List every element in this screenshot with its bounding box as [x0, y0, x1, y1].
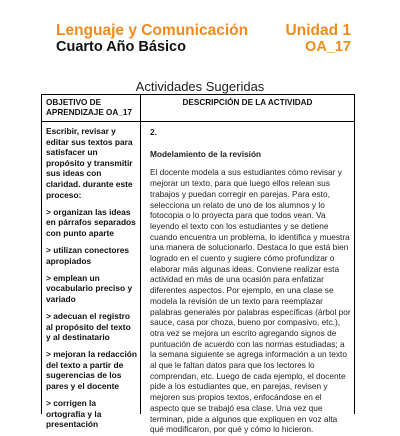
activity-cell [150, 127, 351, 435]
objective-item: > organizan las ideas en párrafos separados con punto aparte [46, 206, 136, 238]
grade-level: Cuarto Año Básico [56, 39, 186, 55]
activities-table [41, 94, 355, 435]
activity-title: Modelamiento de la revisión [150, 148, 262, 159]
activity-description: El docente modela a sus estudiantes cómo revisar y mejorar un texto, para que luego ellos relean sus trabajos y puedan corregir en parejas. Para esto, selecciona un relato de uno de los alumnos y lo fotocopia o lo proyecta para que todos vean. Va leyendo el texto con los estudiantes y se detiene cuando encuentra un problema, lo identifica y muestra una manera de solucionarlo. Destaca lo que está bien logrado en el cuento y sugiere cómo profundizar o elaborar más algunas ideas. Conviene realizar esta actividad en más de una ocasión para enfatizar diferentes aspectos. Por ejemplo, en una clase se modela la revisión de un texto para reemplazar palabras generales por palabras específicas (árbol por sauce, casa por choza, bueno por compasivo, etc.), otra vez se mejora un escrito agregando signos de puntuación de acuerdo con las normas estudiadas; a la semana siguiente se agrega información a un texto al que le faltan datos para que los lectores lo comprendan, etc. Luego de cada ejemplo, el docente pide a los estudiantes que, en parejas, revisen y mejoren sus propios textos, enfocándose en el aspecto que se trabajó esa clase. Una vez que terminan, pide a algunos que expliquen en voz alta qué modificaron, por qué y cómo lo hicieron. [150, 167, 351, 435]
objective-item: > mejoran la redacción del texto a partir de sugerencias de los pares y el docente [46, 349, 138, 391]
objective-item: > emplean un vocabulario preciso y variado [46, 272, 133, 304]
header-row-divider [42, 121, 354, 122]
activity-column-header: DESCRIPCIÓN DE LA ACTIVIDAD [182, 98, 313, 107]
subject-title: Lenguaje y Comunicación [56, 22, 249, 39]
section-title: Actividades Sugeridas [135, 79, 265, 94]
objective-column-header: OBJETIVO DE APRENDIZAJE OA_17 [46, 98, 132, 117]
column-divider [140, 95, 141, 414]
header-right [286, 22, 351, 56]
header-left [56, 22, 248, 56]
objective-cell [46, 126, 137, 436]
objective-item: > adecuan el registro al propósito del texto y al destinatario [46, 310, 131, 343]
objective-item: > utilizan conectores apropiados [46, 244, 130, 266]
objective-intro: Escribir, revisar y editar sus textos para satisfacer un propósito y transmitir sus ideas con claridad. durante este proceso: [46, 126, 133, 200]
objective-code: OA_17 [305, 39, 351, 55]
activity-number: 2. [150, 127, 157, 137]
unit-label: Unidad 1 [285, 22, 351, 39]
objective-item: > corrigen la ortografía y la presentación [46, 398, 102, 430]
